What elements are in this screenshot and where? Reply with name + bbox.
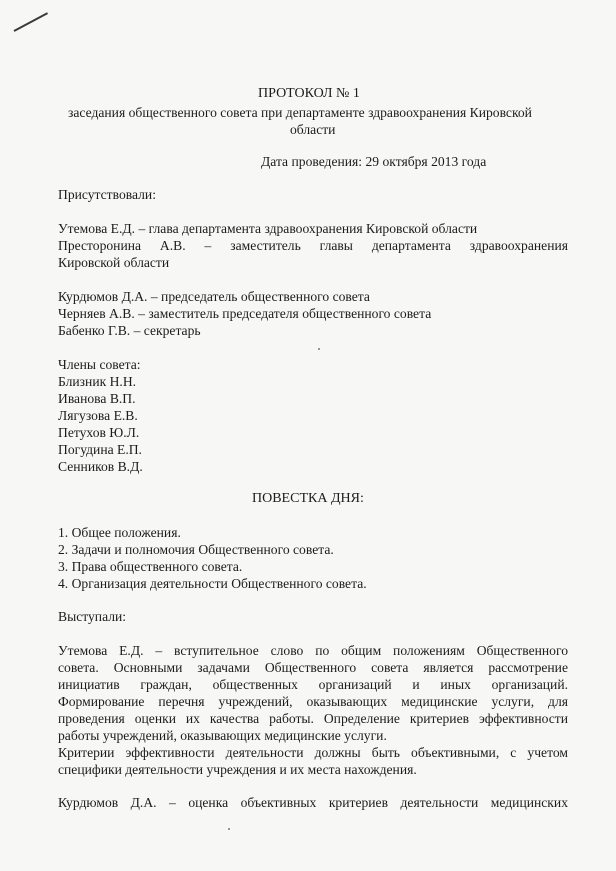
speech-line: Курдюмов Д.А. – оценка объективных критериев деятельности медицинских [58,795,568,810]
document-subtitle: заседания общественного совета при департаменте здравоохранения Кировской [68,105,532,120]
member-item: Погудина Е.П. [58,442,142,457]
scan-speck [228,828,230,830]
agenda-heading: ПОВЕСТКА ДНЯ: [252,491,364,506]
document-title: ПРОТОКОЛ № 1 [258,86,360,101]
speech-paragraph [58,794,568,811]
council-head-line: Бабенко Г.В. – секретарь [58,323,201,338]
council-head-line: Курдюмов Д.А. – председатель общественного совета [58,289,370,304]
attendee-line: Кировской области [58,255,170,270]
member-item: Сенников В.Д. [58,459,143,474]
speakers-heading: Выступали: [58,609,127,624]
agenda-item: 2. Задачи и полномочия Общественного совета. [58,542,334,557]
attendee-line: Утемова Е.Д. – глава департамента здравоохранения Кировской области [58,221,478,236]
agenda-item: 4. Организация деятельности Общественного совета. [58,576,367,591]
attendee-text: Престоронина А.В. – заместитель главы департамента здравоохранения [58,238,568,253]
speech-line: инициатив граждан, общественных организаций и иных организаций. [58,677,568,692]
member-item: Петухов Ю.Л. [58,425,140,440]
agenda-item: 3. Права общественного совета. [58,559,243,574]
speech-line: проведения оценки их качества работы. Определение критериев эффективности [58,711,568,726]
speech-line: Формирование перечня учреждений, оказывающих медицинские услуги, для [58,694,568,709]
present-heading: Присутствовали: [58,187,156,202]
speech-line: специфики деятельности учреждения и их места нахождения. [58,762,417,777]
members-heading: Члены совета: [58,357,141,372]
document-subtitle-cont: области [290,122,336,137]
member-item: Близник Н.Н. [58,374,137,389]
member-item: Лягузова Е.В. [58,408,138,423]
scan-speck [318,348,320,350]
attendee-line [58,237,568,254]
member-item: Иванова В.П. [58,391,136,406]
speech-line: работы учреждений, оказывающих медицинские услуги. [58,728,387,743]
speech-line: Критерии эффективности деятельности должны быть объективными, с учетом [58,745,568,760]
pen-mark [14,12,48,32]
speech-line: Утемова Е.Д. – вступительное слово по общим положениям Общественного [58,643,568,658]
speech-paragraph [58,642,568,778]
speech-line: совета. Основными задачами Общественного совета является рассмотрение [58,660,568,675]
agenda-item: 1. Общее положения. [58,525,181,540]
council-head-line: Черняев А.В. – заместитель председателя общественного совета [58,306,432,321]
meeting-date: Дата проведения: 29 октября 2013 года [261,154,487,169]
